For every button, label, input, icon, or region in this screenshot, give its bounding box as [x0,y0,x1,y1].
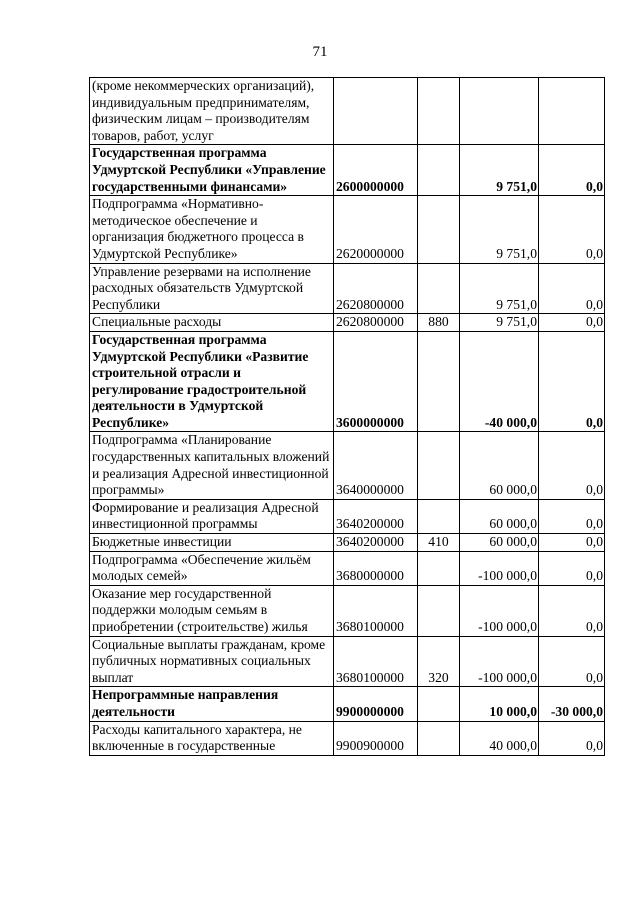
row-name-cell: Подпрограмма «Нормативно-методическое обеспечение и организация бюджетного процесса в Удмуртской Республике» [90,196,334,263]
row-name-cell: Расходы капитального характера, не включенные в государственные [90,721,334,755]
table-row [90,551,605,585]
row-amount-2-cell [539,78,605,145]
row-expense-type-cell [418,721,460,755]
row-expense-type-cell [418,78,460,145]
row-amount-2-cell: 0,0 [539,263,605,314]
row-amount-2-cell: 0,0 [539,314,605,332]
row-expense-type-cell: 320 [418,636,460,687]
table-row [90,432,605,499]
row-amount-cell: 60 000,0 [460,432,539,499]
row-name-cell: Государственная программа Удмуртской Республики «Управление государственными финансами» [90,145,334,196]
row-code-cell: 3640200000 [334,534,418,552]
row-amount-cell: -100 000,0 [460,636,539,687]
row-amount-cell: 9 751,0 [460,263,539,314]
row-expense-type-cell: 880 [418,314,460,332]
row-code-cell: 2600000000 [334,145,418,196]
row-name-cell: Государственная программа Удмуртской Республики «Развитие строительной отрасли и регулирование градостроительной деятельности в Удмуртской Республике» [90,331,334,432]
row-code-cell: 3640200000 [334,499,418,533]
row-name-cell: Оказание мер государственной поддержки молодым семьям в приобретении (строительстве) жилья [90,585,334,636]
row-amount-cell: 9 751,0 [460,314,539,332]
row-expense-type-cell [418,551,460,585]
row-code-cell: 3600000000 [334,331,418,432]
table-row [90,78,605,145]
row-code-cell: 3680000000 [334,551,418,585]
row-name-cell: Непрограммные направления деятельности [90,687,334,721]
table-row [90,721,605,755]
row-amount-2-cell: 0,0 [539,499,605,533]
row-name-cell: Специальные расходы [90,314,334,332]
row-code-cell: 9900000000 [334,687,418,721]
row-code-cell: 3680100000 [334,636,418,687]
budget-table [89,77,605,756]
row-amount-2-cell: 0,0 [539,145,605,196]
row-amount-cell: 60 000,0 [460,534,539,552]
table-row [90,331,605,432]
row-amount-cell: -100 000,0 [460,551,539,585]
row-amount-2-cell: 0,0 [539,196,605,263]
table-row [90,636,605,687]
row-amount-cell: 40 000,0 [460,721,539,755]
row-amount-2-cell: 0,0 [539,551,605,585]
row-expense-type-cell [418,687,460,721]
row-amount-cell [460,78,539,145]
row-amount-2-cell: 0,0 [539,585,605,636]
row-code-cell: 2620800000 [334,263,418,314]
row-expense-type-cell: 410 [418,534,460,552]
row-amount-2-cell: 0,0 [539,636,605,687]
table-row [90,145,605,196]
row-amount-2-cell: 0,0 [539,721,605,755]
row-code-cell: 3640000000 [334,432,418,499]
row-name-cell: Подпрограмма «Планирование государственных капитальных вложений и реализация Адресной инвестиционной программы» [90,432,334,499]
row-name-cell: Формирование и реализация Адресной инвестиционной программы [90,499,334,533]
row-name-cell: Бюджетные инвестиции [90,534,334,552]
table-row [90,585,605,636]
row-name-cell: (кроме некоммерческих организаций), индивидуальным предпринимателям, физическим лицам – производителям товаров, работ, услуг [90,78,334,145]
row-amount-cell: 9 751,0 [460,145,539,196]
row-amount-2-cell: 0,0 [539,534,605,552]
row-amount-cell: 9 751,0 [460,196,539,263]
table-row [90,263,605,314]
row-amount-cell: 10 000,0 [460,687,539,721]
row-expense-type-cell [418,196,460,263]
row-name-cell: Управление резервами на исполнение расходных обязательств Удмуртской Республики [90,263,334,314]
row-code-cell: 2620800000 [334,314,418,332]
row-amount-cell: -40 000,0 [460,331,539,432]
table-row [90,534,605,552]
row-expense-type-cell [418,331,460,432]
table-row [90,196,605,263]
row-expense-type-cell [418,432,460,499]
row-amount-2-cell: 0,0 [539,331,605,432]
row-amount-2-cell: 0,0 [539,432,605,499]
row-code-cell [334,78,418,145]
row-code-cell: 3680100000 [334,585,418,636]
table-row [90,687,605,721]
table-row [90,499,605,533]
row-name-cell: Социальные выплаты гражданам, кроме публичных нормативных социальных выплат [90,636,334,687]
row-amount-cell: 60 000,0 [460,499,539,533]
row-code-cell: 9900900000 [334,721,418,755]
row-expense-type-cell [418,499,460,533]
row-expense-type-cell [418,585,460,636]
row-expense-type-cell [418,263,460,314]
page-number: 71 [312,44,328,60]
row-amount-2-cell: -30 000,0 [539,687,605,721]
row-amount-cell: -100 000,0 [460,585,539,636]
table-row [90,314,605,332]
row-code-cell: 2620000000 [334,196,418,263]
row-name-cell: Подпрограмма «Обеспечение жильём молодых семей» [90,551,334,585]
row-expense-type-cell [418,145,460,196]
